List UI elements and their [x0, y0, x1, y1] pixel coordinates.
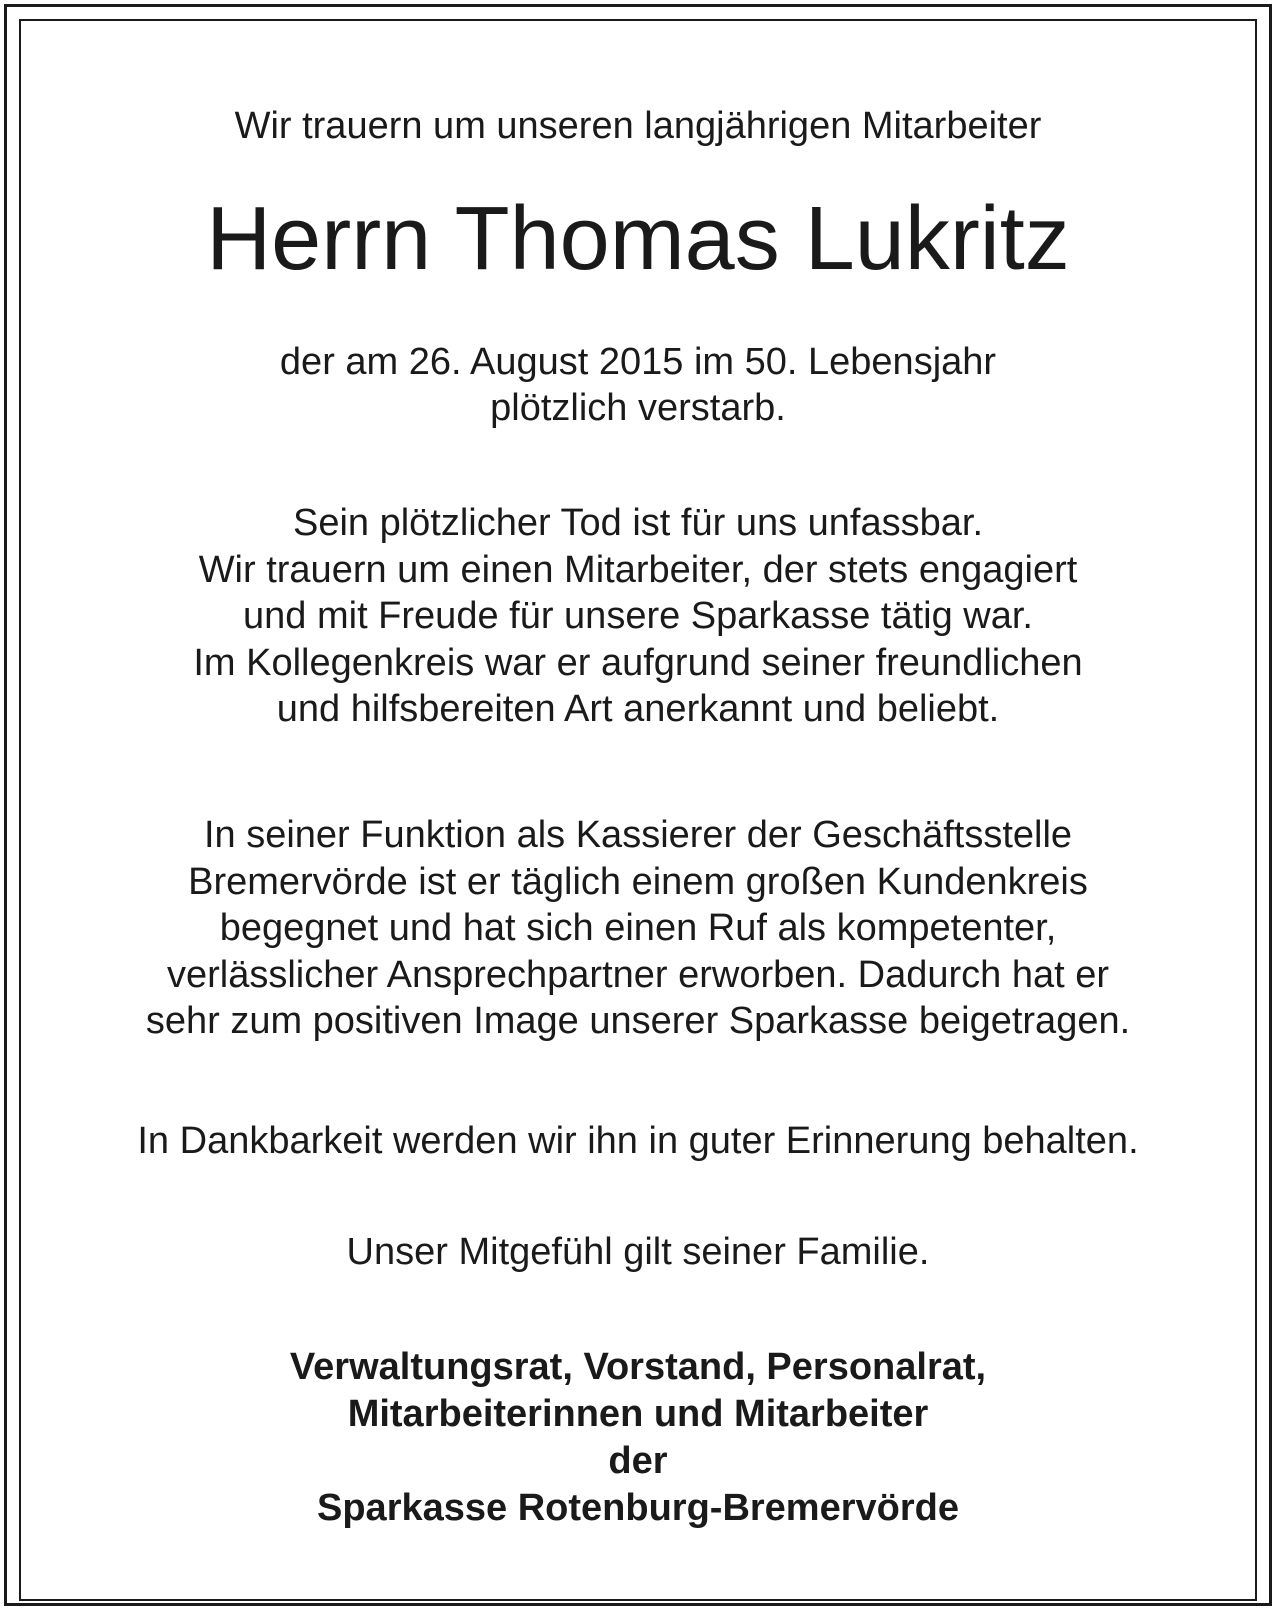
death-line: der am 26. August 2015 im 50. Lebensjahr: [279, 341, 997, 383]
paragraph-line: und mit Freude für unsere Sparkasse tätig war.: [243, 595, 1033, 637]
signature-block: [21, 1344, 1255, 1532]
paragraph-line: Sein plötzlicher Tod ist für uns unfassbar.: [292, 502, 983, 544]
signature-line: Verwaltungsrat, Vorstand, Personalrat,: [289, 1346, 987, 1388]
paragraph-line: Bremervörde ist er täglich einem großen Kundenkreis: [188, 860, 1088, 903]
deceased-name: [21, 189, 1255, 289]
paragraph-role: [21, 812, 1255, 1045]
inner-border: [19, 19, 1257, 1601]
signature-line: der: [608, 1440, 668, 1482]
paragraph-condolence: [21, 1229, 1255, 1275]
paragraph-line: begegnet und hat sich einen Ruf als kompetenter,: [219, 907, 1057, 949]
paragraph-line: Im Kollegenkreis war er aufgrund seiner freundlichen: [193, 641, 1083, 684]
paragraph-tribute: [21, 500, 1255, 733]
intro-line: [21, 103, 1255, 149]
paragraph-line: und hilfsbereiten Art anerkannt und beliebt.: [276, 688, 1000, 730]
signature-line: Mitarbeiterinnen und Mitarbeiter: [347, 1393, 929, 1435]
death-statement: [21, 339, 1255, 431]
deceased-name-text: Herrn Thomas Lukritz: [206, 189, 1070, 289]
paragraph-gratitude: [21, 1118, 1255, 1164]
death-line: plötzlich verstarb.: [490, 387, 786, 429]
paragraph-line: sehr zum positiven Image unserer Sparkasse beigetragen.: [145, 1000, 1131, 1042]
intro-text: Wir trauern um unseren langjährigen Mitarbeiter: [234, 105, 1042, 147]
signature-line: Sparkasse Rotenburg-Bremervörde: [317, 1487, 959, 1529]
paragraph-line: verlässlicher Ansprechpartner erworben. Dadurch hat er: [166, 953, 1110, 996]
outer-border: [4, 4, 1272, 1606]
paragraph-line: Unser Mitgefühl gilt seiner Familie.: [346, 1231, 930, 1273]
paragraph-line: Wir trauern um einen Mitarbeiter, der stets engagiert: [198, 548, 1078, 591]
paragraph-line: In Dankbarkeit werden wir ihn in guter Erinnerung behalten.: [137, 1120, 1139, 1162]
paragraph-line: In seiner Funktion als Kassierer der Geschäftsstelle: [203, 814, 1073, 856]
